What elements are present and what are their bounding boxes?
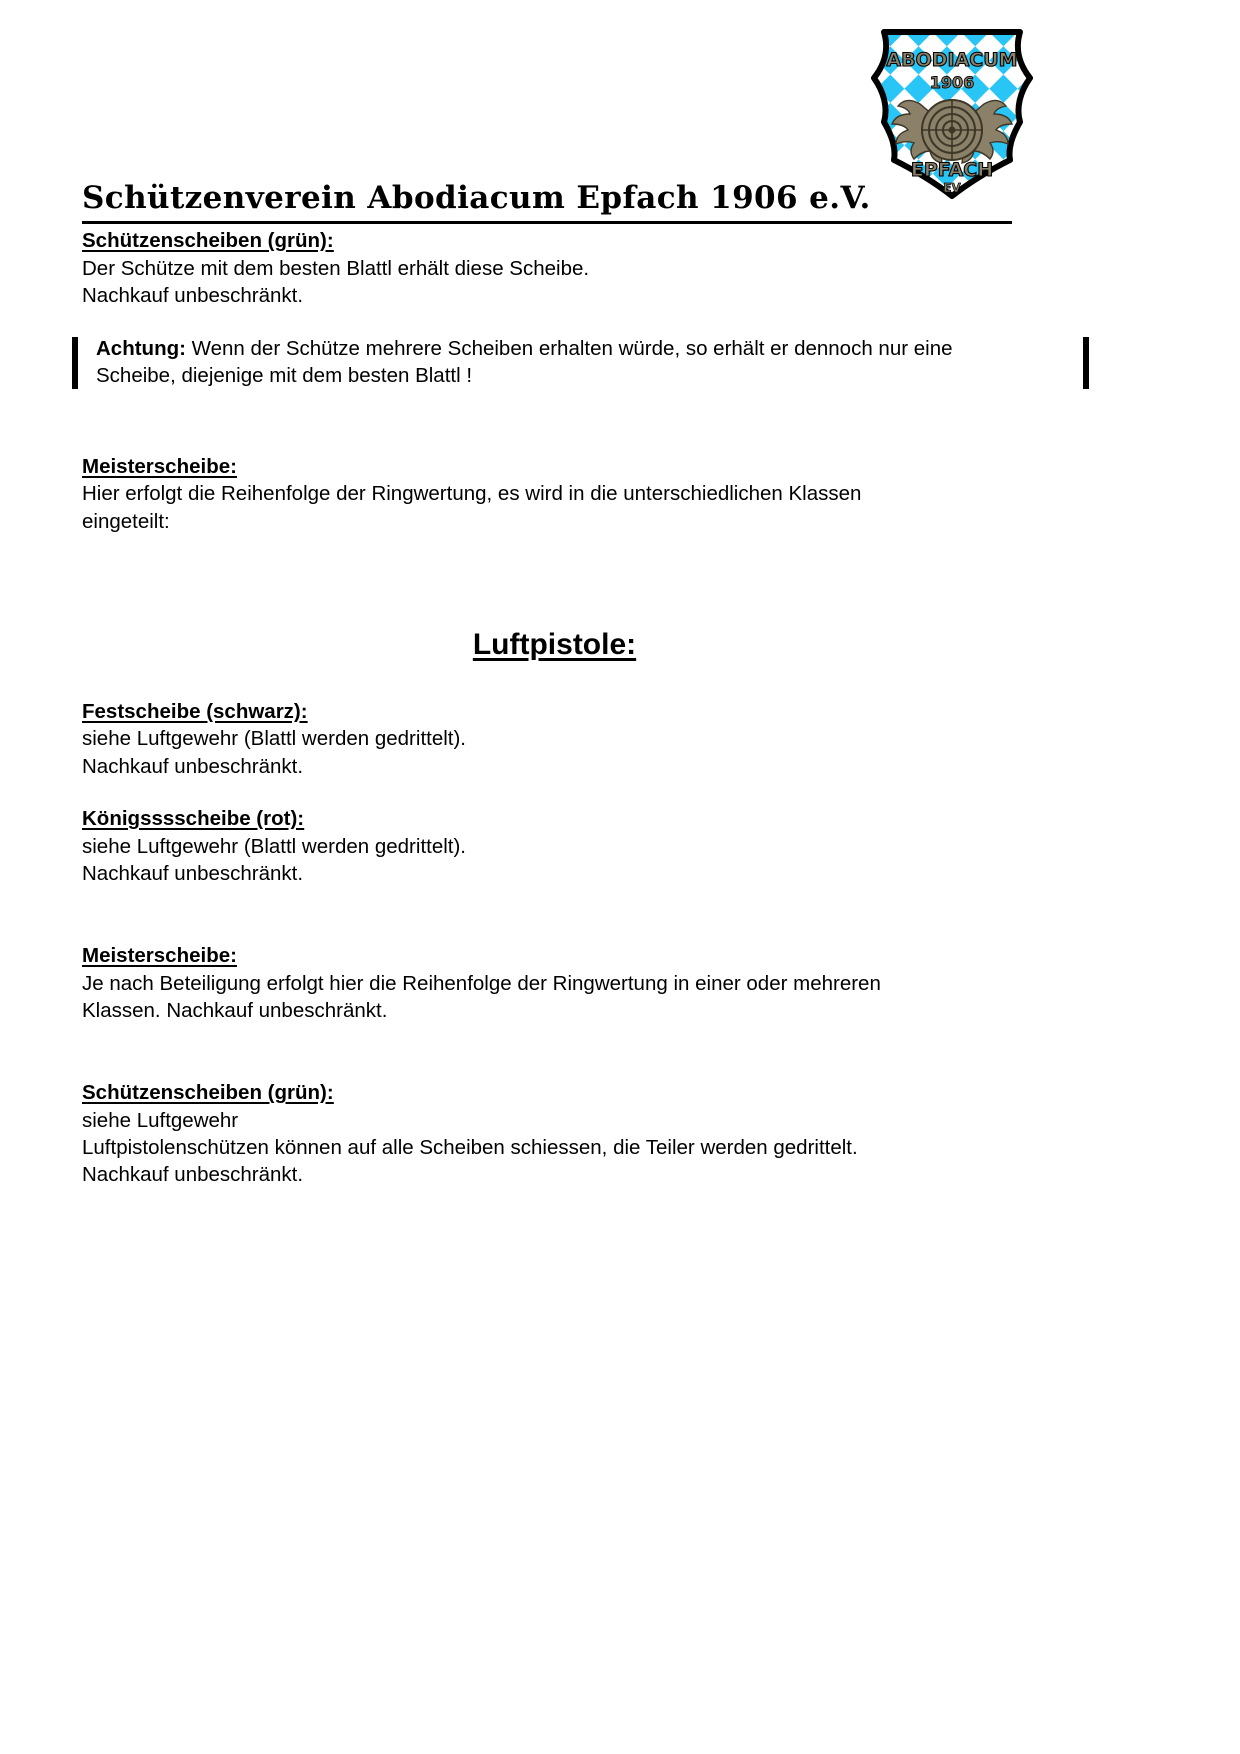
spacer	[82, 390, 1027, 454]
section-line: siehe Luftgewehr (Blattl werden gedrittelt).	[82, 834, 467, 858]
page-title: Schützenverein Abodiacum Epfach 1906 e.V.	[82, 181, 1012, 225]
section-line: Luftpistolenschützen können auf alle Scheiben schiessen, die Teiler werden gedrittelt.	[82, 1136, 858, 1160]
crest-place: EPFACH	[910, 159, 994, 181]
section-line: Nachkauf unbeschränkt.	[82, 1163, 304, 1187]
spacer	[82, 887, 1027, 943]
section-koenigsscheibe	[82, 806, 1027, 887]
achtung-text: Wenn der Schütze mehrere Scheiben erhalten würde, so erhält er dennoch nur eine	[185, 337, 953, 361]
section-festscheibe	[82, 699, 1027, 780]
crest-suffix: EV	[943, 181, 961, 195]
section-line: siehe Luftgewehr (Blattl werden gedrittelt).	[82, 727, 467, 751]
achtung-label: Achtung:	[96, 337, 186, 361]
achtung-line: Scheibe, diejenige mit dem besten Blattl !	[96, 364, 473, 388]
section-schuetzenscheiben-top	[82, 228, 1027, 309]
luftpistole-heading: Luftpistole:	[472, 627, 637, 661]
section-schuetzenscheiben-bottom	[82, 1080, 1027, 1188]
section-line: Nachkauf unbeschränkt.	[82, 283, 304, 307]
spacer	[82, 535, 1027, 627]
spacer	[82, 309, 1027, 335]
section-heading: Festscheibe (schwarz):	[82, 699, 308, 723]
spacer	[82, 780, 1027, 806]
section-heading: Königsssscheibe (rot):	[82, 806, 305, 830]
section-heading: Meisterscheibe:	[82, 944, 237, 968]
crest-year: 1906	[929, 73, 975, 92]
club-crest-logo	[862, 18, 1042, 200]
section-heading: Schützenscheiben (grün):	[82, 229, 334, 252]
callout-bar-left-icon	[72, 337, 78, 389]
section-meisterscheibe-top	[82, 454, 1027, 535]
section-line: Je nach Beteiligung erfolgt hier die Reihenfolge der Ringwertung in einer oder mehreren	[82, 971, 881, 995]
section-line: Nachkauf unbeschränkt.	[82, 754, 304, 778]
achtung-callout	[82, 335, 1027, 390]
section-heading: Schützenscheiben (grün):	[82, 1081, 334, 1105]
section-line: eingeteilt:	[82, 509, 170, 533]
spacer	[82, 663, 1027, 699]
section-line: Nachkauf unbeschränkt.	[82, 861, 304, 885]
crest-club-name: ABODIACUM	[886, 49, 1018, 71]
document-body	[82, 228, 1027, 1189]
section-meisterscheibe-bottom	[82, 943, 1027, 1024]
section-line: siehe Luftgewehr	[82, 1108, 239, 1132]
achtung-line	[96, 335, 1027, 362]
section-line: Klassen. Nachkauf unbeschränkt.	[82, 998, 388, 1022]
section-line: Hier erfolgt die Reihenfolge der Ringwertung, es wird in die unterschiedlichen Klassen	[82, 482, 862, 506]
section-heading: Meisterscheibe:	[82, 454, 237, 478]
section-line: Der Schütze mit dem besten Blattl erhält diese Scheibe.	[82, 256, 590, 280]
spacer	[82, 1024, 1027, 1080]
callout-bar-right-icon	[1083, 337, 1089, 389]
